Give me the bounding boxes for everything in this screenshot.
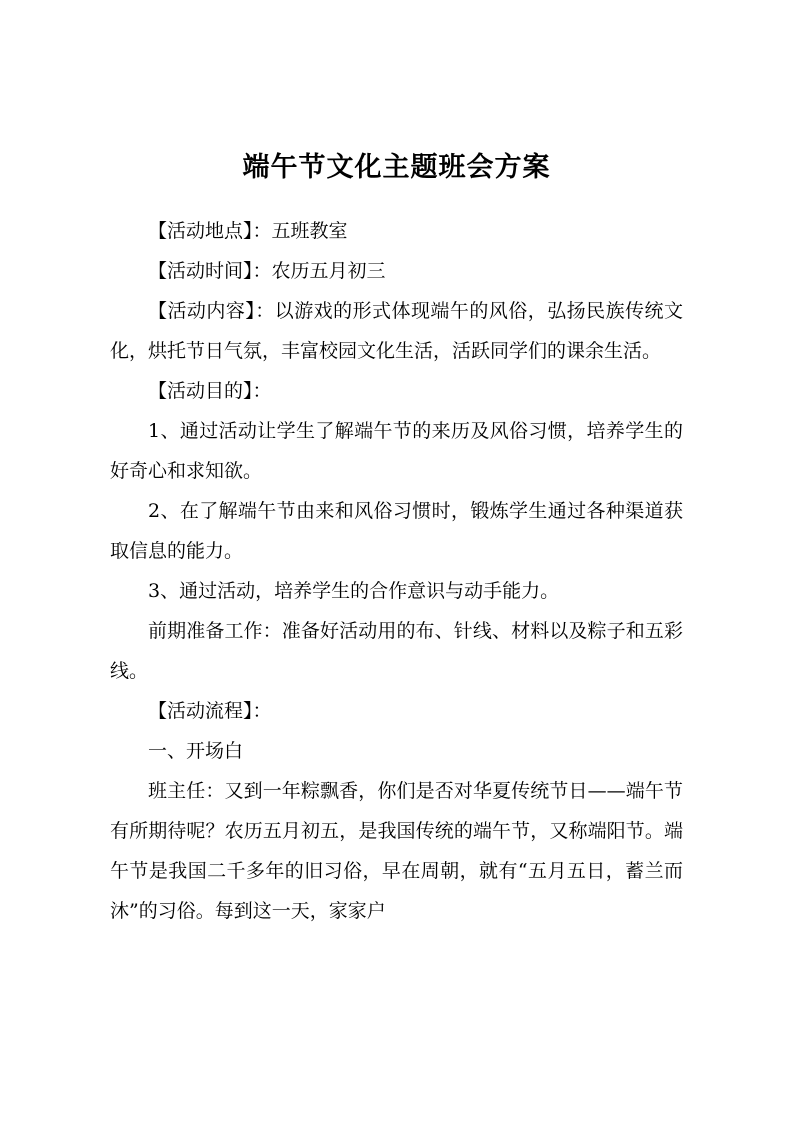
paragraph-activity-content: 【活动内容】：以游戏的形式体现端午的风俗，弘扬民族传统文化，烘托节日气氛，丰富校园文化生活，活跃同学们的课余生活。 xyxy=(110,300,683,363)
paragraph-purpose-item-1: 1、通过活动让学生了解端午节的来历及风俗习惯，培养学生的好奇心和求知欲。 xyxy=(110,420,683,483)
paragraph-activity-location: 【活动地点】：五班教室 xyxy=(148,220,348,243)
paragraph-activity-flow-heading: 【活动流程】： xyxy=(148,700,272,723)
paragraph-preparation-work: 前期准备工作：准备好活动用的布、针线、材料以及粽子和五彩线。 xyxy=(110,620,683,683)
paragraph-activity-time: 【活动时间】：农历五月初三 xyxy=(148,260,386,283)
paragraph-teacher-speech: 班主任：又到一年粽飘香，你们是否对华夏传统节日——端午节有所期待呢？农历五月初五，是我国传统的端午节，又称端阳节。端午节是我国二千多年的旧习俗，早在周朝，就有“五月五日，蓄兰而沐”的习俗。每到这一天，家家户 xyxy=(110,780,683,923)
page-title: 端午节文化主题班会方案 xyxy=(242,152,551,183)
paragraph-purpose-item-3: 3、通过活动，培养学生的合作意识与动手能力。 xyxy=(148,580,560,603)
paragraph-section-opening: 一、开场白 xyxy=(148,740,244,763)
paragraph-activity-purpose-heading: 【活动目的】： xyxy=(148,380,272,403)
paragraph-purpose-item-2: 2、在了解端午节由来和风俗习惯时，锻炼学生通过各种渠道获取信息的能力。 xyxy=(110,500,683,563)
